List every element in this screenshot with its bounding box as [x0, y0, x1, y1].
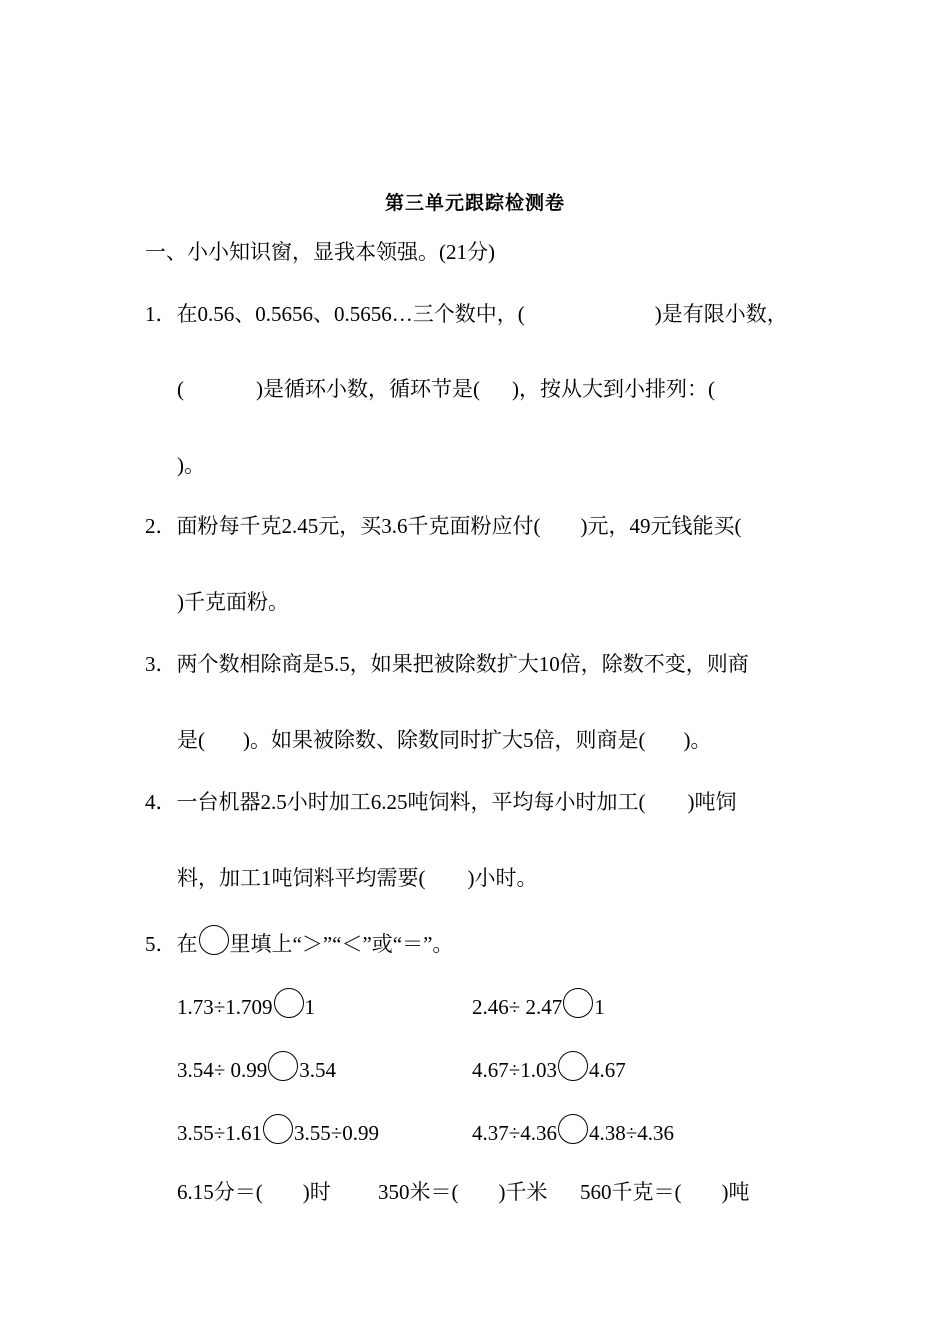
answer-circle[interactable]	[263, 1114, 293, 1144]
conversion-2: 350米＝( )千米	[378, 1180, 548, 1204]
question-number: 4．	[145, 790, 177, 814]
question-number: 2．	[145, 514, 177, 538]
page-title: 第三单元跟踪检测卷	[384, 193, 565, 214]
answer-circle[interactable]	[268, 1051, 298, 1081]
question-5-prompt: 5．在 里填上“＞”“＜”或“＝”。	[145, 925, 453, 958]
comparison-2: 2.46÷ 2.47 1	[472, 988, 605, 1021]
conversion-1: 6.15分＝( )时	[177, 1180, 331, 1204]
conversion-3: 560千克＝( )吨	[580, 1180, 750, 1204]
circle-icon	[199, 925, 229, 955]
question-1-line-2: ( )是循环小数，循环节是( )，按从大到小排列：(	[177, 377, 715, 401]
question-number: 1．	[145, 302, 177, 326]
question-number: 5．	[145, 932, 177, 956]
question-1-line-3: )。	[177, 453, 205, 477]
comparison-1: 1.73÷1.709 1	[177, 988, 315, 1021]
comparison-3: 3.54÷ 0.99 3.54	[177, 1051, 336, 1084]
answer-circle[interactable]	[558, 1114, 588, 1144]
question-4-line-2: 料，加工1吨饲料平均需要( )小时。	[177, 866, 538, 890]
comparison-5: 3.55÷1.61 3.55÷0.99	[177, 1114, 379, 1147]
question-2-line-2: )千克面粉。	[177, 590, 289, 614]
answer-circle[interactable]	[558, 1051, 588, 1081]
answer-circle[interactable]	[563, 988, 593, 1018]
question-4-line-1: 4．一台机器2.5小时加工6.25吨饲料，平均每小时加工( )吨饲	[145, 790, 737, 814]
question-1-line-1: 1．在0.56、0.5656、0.5656…三个数中，( )是有限小数，	[145, 302, 788, 326]
question-3-line-2: 是( )。如果被除数、除数同时扩大5倍，则商是( )。	[177, 728, 712, 752]
question-number: 3．	[145, 652, 177, 676]
section-heading: 一、小小知识窗，显我本领强。(21分)	[145, 240, 495, 264]
comparison-6: 4.37÷4.36 4.38÷4.36	[472, 1114, 674, 1147]
answer-circle[interactable]	[274, 988, 304, 1018]
question-3-line-1: 3．两个数相除商是5.5，如果把被除数扩大10倍，除数不变，则商	[145, 652, 749, 676]
question-2-line-1: 2．面粉每千克2.45元，买3.6千克面粉应付( )元，49元钱能买(	[145, 514, 742, 538]
comparison-4: 4.67÷1.03 4.67	[472, 1051, 626, 1084]
